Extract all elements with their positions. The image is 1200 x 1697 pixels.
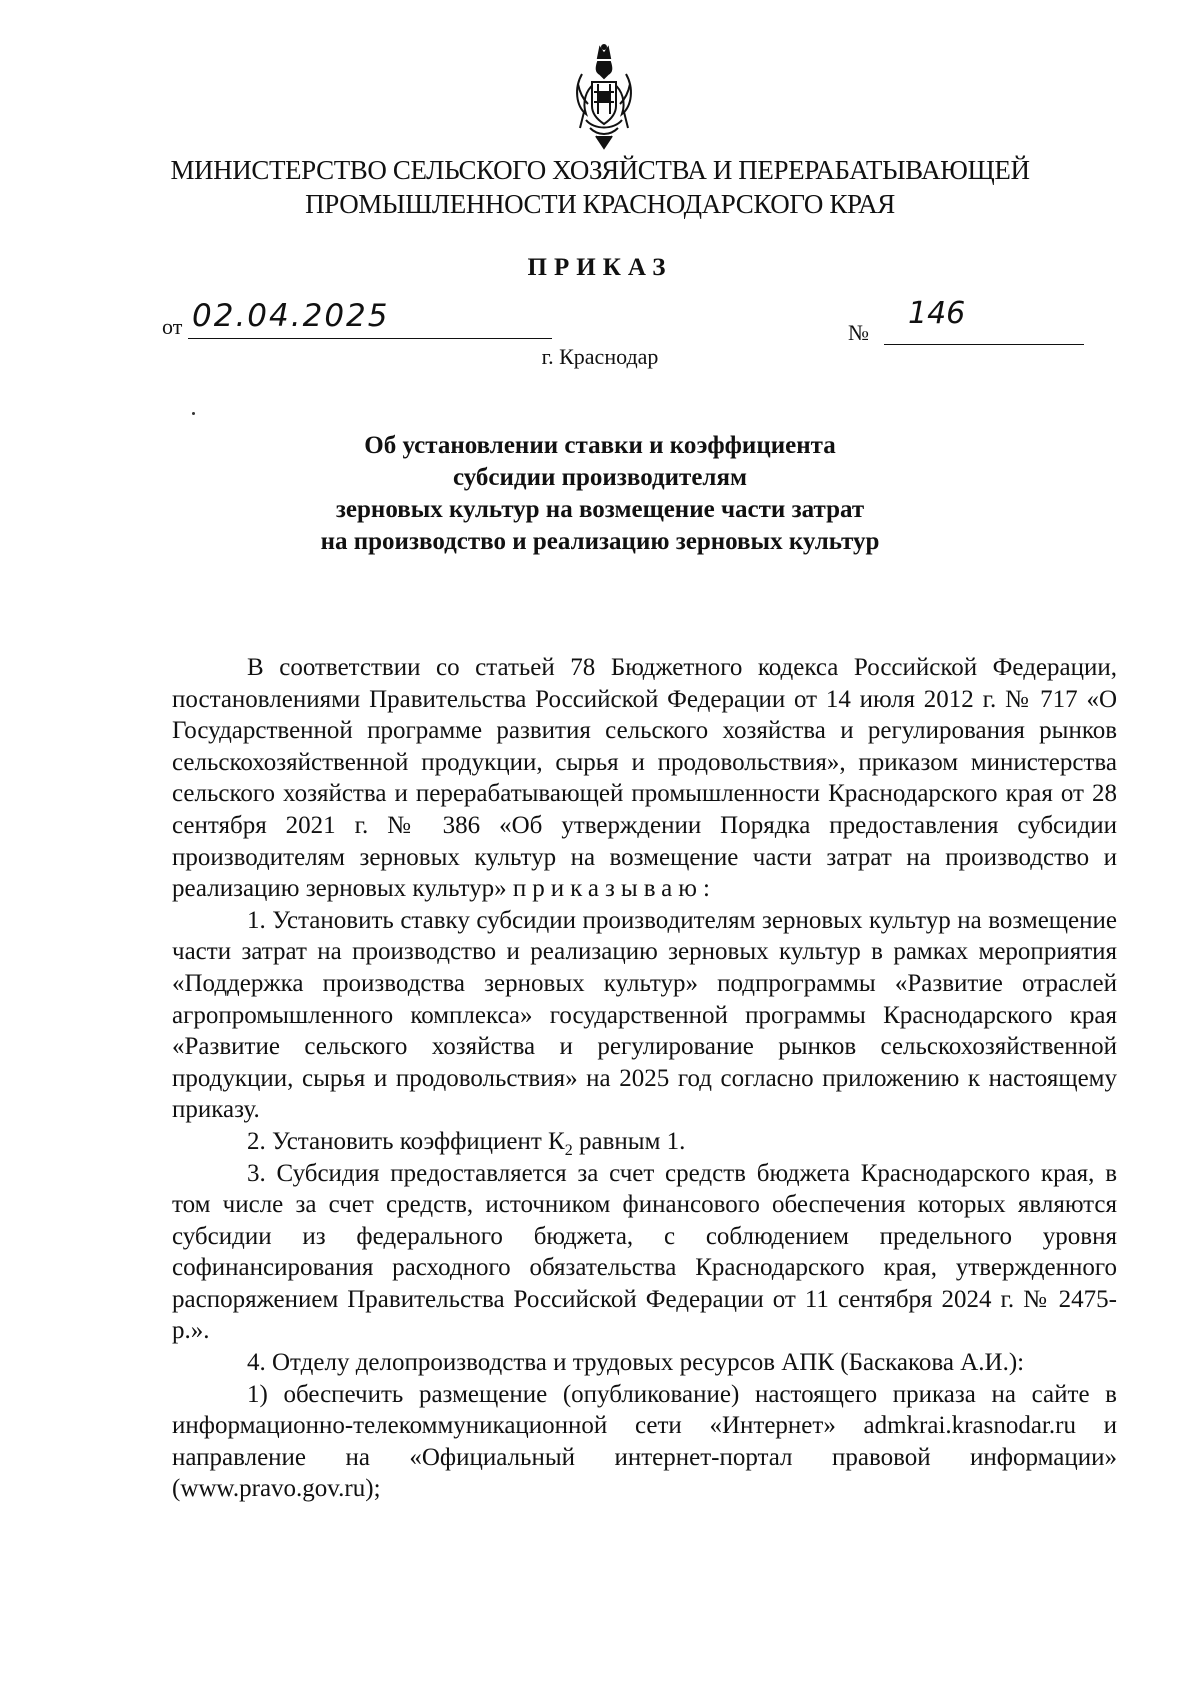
- title-line-4: на производство и реализацию зерновых культур: [320, 528, 880, 555]
- item-4-1: 1) обеспечить размещение (опубликование) настоящего приказа на сайте в информационно-телекоммуникационной сети «Интернет» admkrai.krasnodar.ru и направление на «Официальный интернет-портал правовой информации» (www.pravo.gov.ru);: [172, 1380, 1117, 1503]
- document-body: [172, 652, 1117, 1505]
- date-underline: [188, 338, 552, 339]
- ministry-line-1: МИНИСТЕРСТВО СЕЛЬСКОГО ХОЗЯЙСТВА И ПЕРЕРАБАТЫВАЮЩЕЙ: [170, 155, 1030, 185]
- title-line-1: Об установлении ставки и коэффициента: [364, 432, 836, 459]
- title-line-2: субсидии производителям: [452, 464, 748, 491]
- item-2: [172, 1126, 1117, 1158]
- document-title: [140, 430, 1060, 558]
- ministry-name: [60, 153, 1140, 221]
- item-2-subscript: 2: [564, 1141, 573, 1159]
- scan-dot: [192, 412, 195, 415]
- item-2-text: 2. Установить коэффициент К: [247, 1127, 565, 1155]
- item-4: 4. Отделу делопроизводства и трудовых ресурсов АПК (Баскакова А.И.):: [247, 1349, 1025, 1377]
- item-3: 3. Субсидия предоставляется за счет средств бюджета Краснодарского края, в том числе за счет средств, источником финансового обеспечения которых являются субсидии из федерального бюджета, с соблюдением предельного уровня софинансирования расходного обязательства Краснодарского края, утвержденного распоряжением Правительства Российской Федерации от 11 сентября 2024 г. № 2475-р.».: [172, 1159, 1117, 1345]
- number-handwritten: 146: [908, 296, 966, 331]
- item-1: 1. Установить ставку субсидии производителям зерновых культур на возмещение части затрат на производство и реализацию зерновых культур в рамках мероприятия «Поддержка производства зерновых культур» подпрограммы «Развитие отраслей агропромышленного комплекса» государственной программы Краснодарского края «Развитие сельского хозяйства и регулирование рынков сельскохозяйственной продукции, сырья и продовольствия» на 2025 год согласно приложению к настоящему приказу.: [172, 906, 1117, 1124]
- item-2-tail: равным 1.: [572, 1127, 686, 1155]
- number-prefix: №: [848, 320, 869, 345]
- date-prefix: от: [162, 314, 183, 339]
- title-line-3: зерновых культур на возмещение части затрат: [335, 496, 865, 523]
- city-label: г. Краснодар: [541, 344, 659, 369]
- order-word: приказываю:: [512, 875, 716, 903]
- document-type: ПРИКАЗ: [527, 254, 673, 281]
- coat-of-arms-icon: [572, 44, 636, 152]
- date-handwritten: 02.04.2025: [192, 298, 390, 334]
- preamble-paragraph: [172, 652, 1117, 905]
- ministry-line-2: ПРОМЫШЛЕННОСТИ КРАСНОДАРСКОГО КРАЯ: [305, 189, 895, 219]
- preamble-text: В соответствии со статьей 78 Бюджетного кодекса Российской Федерации, постановлениями Правительства Российской Федерации от 14 июля 2012 г. № 717 «О Государственной программе развития сельского хозяйства и регулирования рынков сельскохозяйственной продукции, сырья и продовольствия», приказом министерства сельского хозяйства и перерабатывающей промышленности Краснодарского края от 28 сентября 2021 г. № 386 «Об утверждении Порядка предоставления субсидии производителям зерновых культур на возмещение части затрат на производство и реализацию зерновых культур»: [172, 654, 1117, 903]
